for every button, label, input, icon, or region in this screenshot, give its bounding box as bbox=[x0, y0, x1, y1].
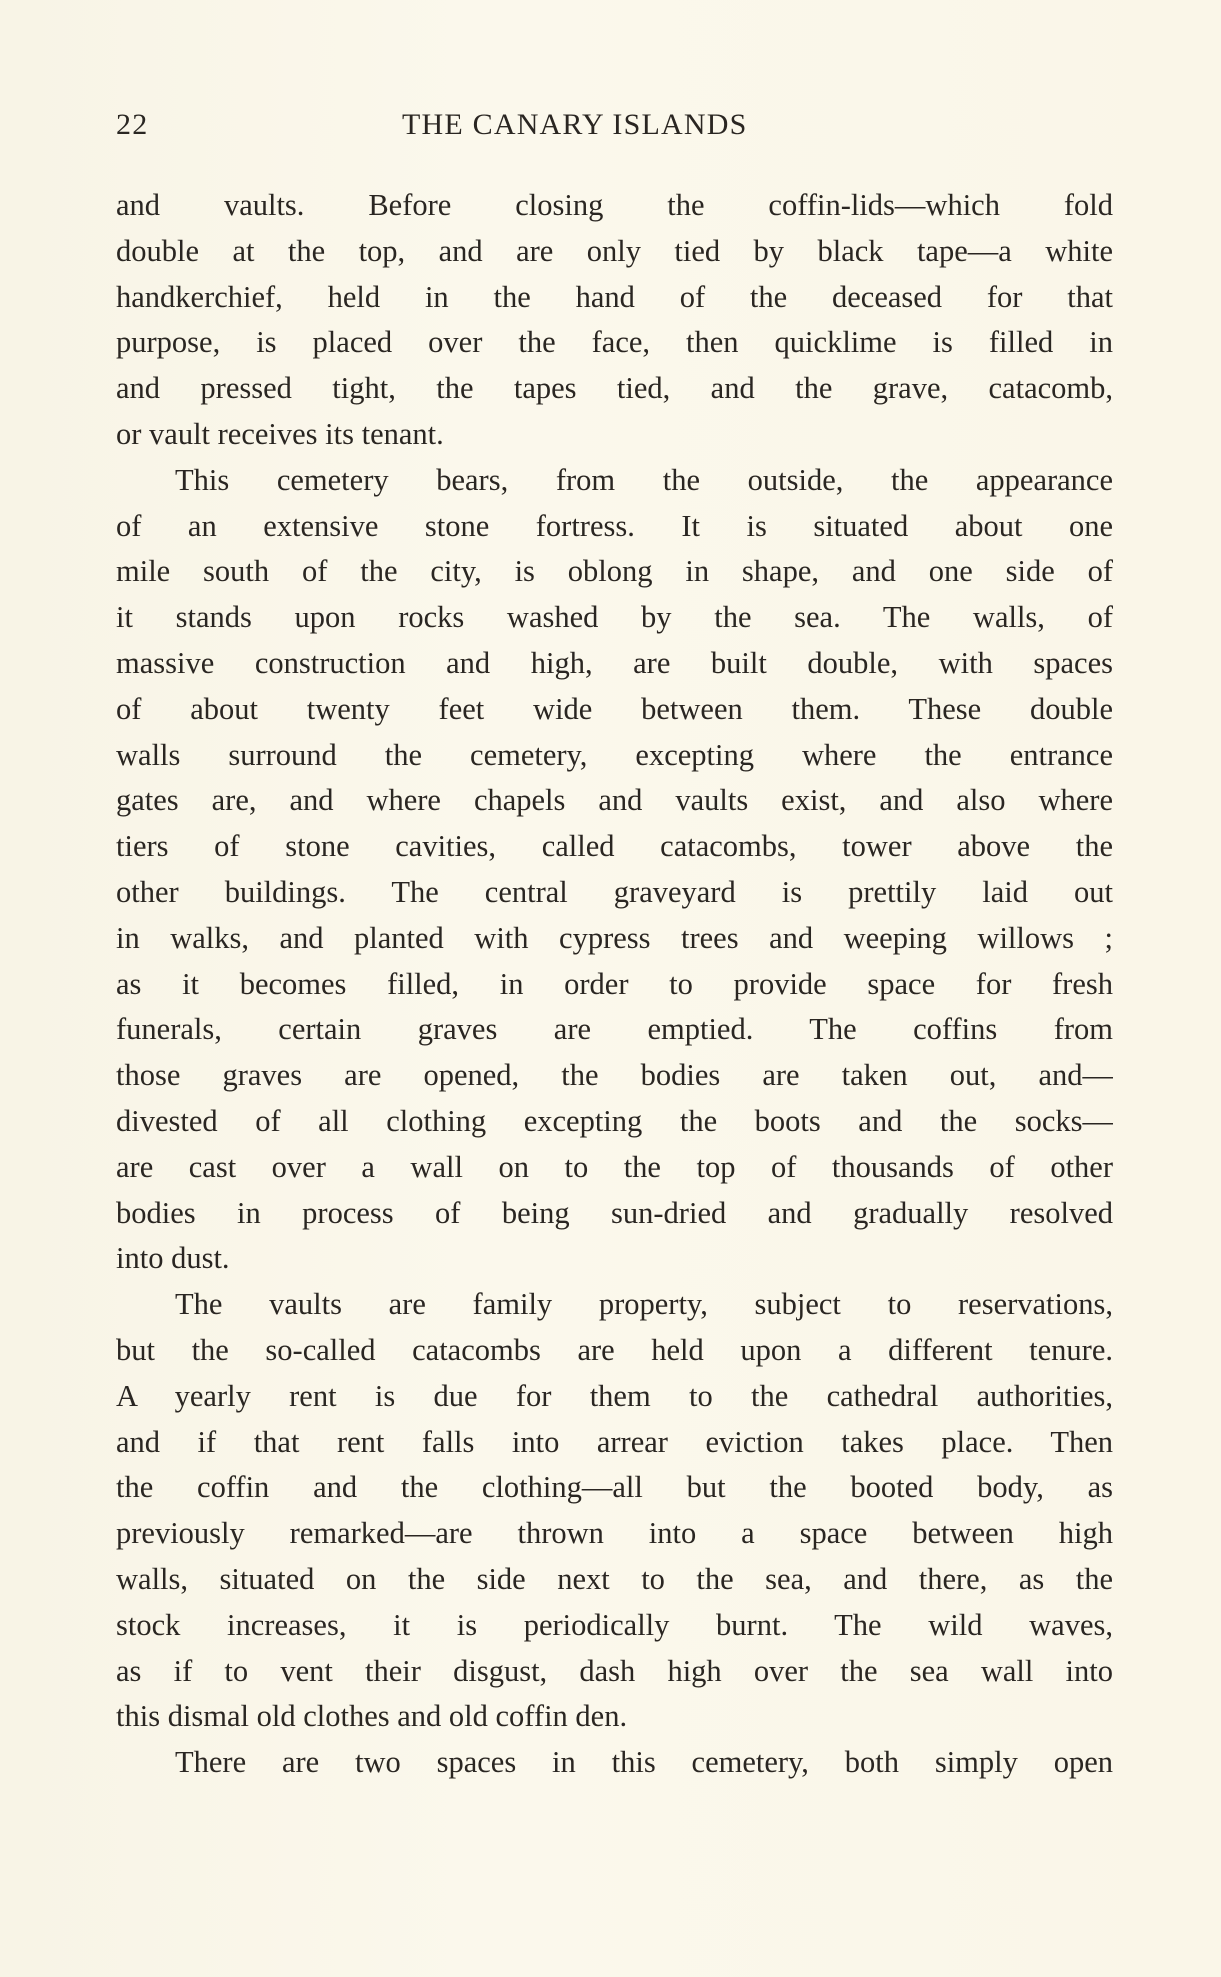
text-line: bodies in process of being sun-dried and gradually resolved bbox=[116, 1195, 1113, 1230]
text-line: funerals, certain graves are emptied. The coffins from bbox=[116, 1012, 1113, 1047]
text-line: walls, situated on the side next to the sea, and there, as the bbox=[116, 1561, 1113, 1596]
text-line: gates are, and where chapels and vaults exist, and also where bbox=[116, 783, 1113, 818]
text-line: stock increases, it is periodically burnt. The wild waves, bbox=[116, 1607, 1113, 1642]
text-line: previously remarked—are thrown into a space between high bbox=[116, 1516, 1113, 1551]
text-line: handkerchief, held in the hand of the deceased for that bbox=[116, 279, 1113, 314]
text-line: and vaults. Before closing the coffin-lids—which fold bbox=[116, 188, 1113, 222]
text-line: The vaults are family property, subject to reservations, bbox=[175, 1287, 1113, 1322]
text-line: There are two spaces in this cemetery, both simply open bbox=[175, 1745, 1113, 1780]
text-line: in walks, and planted with cypress trees and weeping willows ; bbox=[116, 920, 1113, 955]
text-line: purpose, is placed over the face, then quicklime is filled in bbox=[116, 325, 1113, 360]
text-line: A yearly rent is due for them to the cathedral authorities, bbox=[116, 1378, 1113, 1413]
text-line: massive construction and high, are built double, with spaces bbox=[116, 645, 1113, 680]
text-line: of about twenty feet wide between them. These double bbox=[116, 691, 1113, 726]
text-line: the coffin and the clothing—all but the booted body, as bbox=[116, 1470, 1113, 1505]
text-line: but the so-called catacombs are held upon a different tenure. bbox=[116, 1332, 1113, 1367]
text-line: walls surround the cemetery, excepting where the entrance bbox=[116, 737, 1113, 772]
text-line: are cast over a wall on to the top of thousands of other bbox=[116, 1149, 1113, 1184]
body-text bbox=[116, 183, 1113, 1786]
text-line: as it becomes filled, in order to provide space for fresh bbox=[116, 966, 1113, 1001]
text-line: as if to vent their disgust, dash high over the sea wall into bbox=[116, 1653, 1113, 1688]
text-line: it stands upon rocks washed by the sea. The walls, of bbox=[116, 600, 1113, 635]
running-head bbox=[116, 108, 1106, 148]
text-line: this dismal old clothes and old coffin den. bbox=[116, 1699, 628, 1734]
text-line: and pressed tight, the tapes tied, and the grave, catacomb, bbox=[116, 371, 1113, 406]
text-line: or vault receives its tenant. bbox=[116, 416, 444, 451]
running-title: THE CANARY ISLANDS bbox=[402, 108, 748, 141]
text-line: This cemetery bears, from the outside, the appearance bbox=[175, 462, 1113, 497]
text-line: mile south of the city, is oblong in shape, and one side of bbox=[116, 554, 1113, 589]
page-number: 22 bbox=[116, 108, 149, 141]
text-line: into dust. bbox=[116, 1241, 230, 1276]
text-line: divested of all clothing excepting the boots and the socks— bbox=[116, 1103, 1113, 1138]
text-line: those graves are opened, the bodies are taken out, and— bbox=[116, 1058, 1113, 1093]
text-line: double at the top, and are only tied by black tape—a white bbox=[116, 233, 1113, 268]
text-line: tiers of stone cavities, called catacombs, tower above the bbox=[116, 829, 1113, 864]
text-line: and if that rent falls into arrear eviction takes place. Then bbox=[116, 1424, 1113, 1459]
text-line: other buildings. The central graveyard is prettily laid out bbox=[116, 874, 1113, 909]
text-line: of an extensive stone fortress. It is situated about one bbox=[116, 508, 1113, 543]
